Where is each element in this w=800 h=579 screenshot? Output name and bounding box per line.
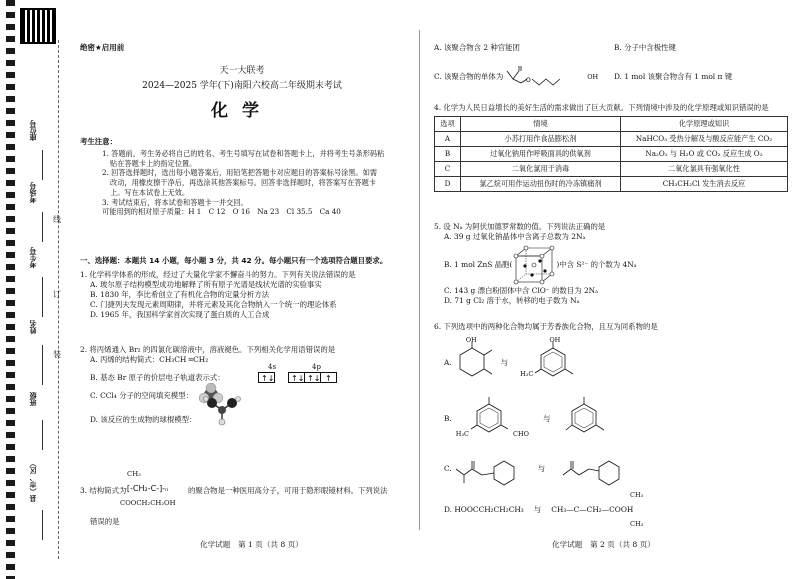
note-line: 上。写在本试卷上无效。: [110, 187, 190, 197]
class-field[interactable]: [42, 420, 43, 450]
option-b: [80, 362, 412, 383]
question-5: [434, 222, 794, 306]
table-cell: Na₂O₂ 与 H₂O 或 CO₂ 反应生成 O₂: [621, 146, 788, 161]
option-b: [434, 244, 794, 286]
question-stem: 6. 下列选项中的两种化合物均属于芳香族化合物，且互为同系物的是: [434, 322, 658, 331]
option-d: D. 1 mol 该聚合物含有 1 mol π 键: [614, 71, 733, 81]
option-b: [434, 390, 796, 448]
page-footer-2: 化学试题 第 2 页（共 8 页）: [552, 540, 655, 549]
table-header: 化学原理或知识: [621, 116, 788, 131]
seat-number-label: 座位号: [28, 120, 37, 141]
table-cell: NaHCO₃ 受热分解及与酸反应能产生 CO₂: [621, 131, 788, 146]
polymer-ester-group: COOCH₂CH₂OH: [120, 499, 176, 507]
option-c-text: C. CCl₄ 分子的空间填充模型：: [90, 390, 193, 400]
question-4: [434, 103, 796, 192]
option-a: A. 丙烯的结构简式：CH₃CH ═CH₂: [90, 354, 209, 364]
ch3-bottom: CH₃: [630, 519, 644, 528]
table-cell: D: [435, 176, 461, 191]
with-word: 与: [537, 463, 546, 473]
cut-word-line: 线: [53, 215, 61, 224]
subject-title: 化学: [211, 101, 273, 121]
svg-text:↑↓: ↑↓: [261, 373, 275, 383]
candidate-number-label: 考生号: [28, 247, 37, 268]
option-c: [434, 448, 796, 490]
svg-text:↑: ↑: [325, 373, 332, 383]
question-stem-end: 错误的是: [90, 517, 120, 526]
table-cell: C: [435, 161, 461, 176]
page-2: [426, 0, 796, 579]
option-c: C. 门捷列夫发现元素周期律，并将元素及其化合物纳入一个统一的理论体系: [90, 299, 337, 309]
exam-organizer: 天一大联考: [219, 66, 265, 76]
orbital-4s-label: 4s: [268, 362, 277, 371]
question-stem: 1. 化学科学体系的形成，经过了大量化学家不懈奋斗的努力。下列有关说法错误的是: [80, 270, 356, 279]
note-line: 1. 答题前，考生务必将自己的姓名、考生号填写在试卷和答题卡上，并将考生号条形码粘: [102, 148, 385, 158]
option-a: [434, 336, 796, 390]
question-stem: 5. 设 Nₐ 为阿伏加德罗常数的值。下列说法正确的是: [434, 222, 606, 231]
timing-marks: [6, 0, 15, 579]
ketone-benzyl-structure-icon: [452, 449, 524, 489]
table-cell: 小苏打用作食品膨松剂: [461, 131, 621, 146]
candidate-number-field[interactable]: [42, 277, 43, 317]
relative-atomic-masses: 可能用到的相对原子质量：H 1 C 12 O 16 Na 23 Cl 35.5 Ca 40: [102, 207, 341, 217]
ch3-top: CH₃: [630, 490, 644, 499]
name-label: 姓名: [28, 320, 37, 334]
seat-number-field[interactable]: [42, 150, 43, 180]
ball-and-stick-model-icon: [202, 393, 242, 427]
option-b: B. 分子中含极性键: [614, 43, 676, 52]
page-divider: [419, 30, 420, 530]
table-row: [435, 161, 788, 176]
county-label: 县（市、区）: [28, 460, 37, 502]
binding-strip: [0, 0, 64, 579]
table-row: [435, 131, 788, 146]
option-b: B. 1830 年，李比希创立了有机化合物的定量分析方法: [90, 289, 270, 299]
table-row: [435, 176, 788, 191]
q4-table: [434, 116, 788, 192]
option-b-text-end: )中含 S²⁻ 的个数为 4Nₐ: [556, 259, 637, 269]
with-word: 与: [500, 357, 509, 367]
monomer-structure-icon: [505, 65, 587, 89]
question-6: [434, 322, 796, 530]
svg-text:↑↓: ↑↓: [291, 373, 305, 383]
question-3: [80, 470, 412, 530]
option-d-label: D. HOOCCH₂CH₂CH₃: [444, 504, 524, 514]
question-3-options: [434, 43, 794, 89]
table-row: [435, 146, 788, 161]
notes-title: 考生注意：: [80, 137, 117, 146]
monomer-oh: OH: [587, 72, 599, 81]
note-line: 改动，用橡皮擦干净后，再选涂其他答案标号。回答非选择题时，将答案写在答题卡: [110, 178, 376, 188]
option-c: [80, 391, 412, 401]
option-a: A. 39 g 过氧化钠晶体中含离子总数为 2Nₐ: [444, 231, 586, 241]
oh-label: OH: [465, 335, 477, 344]
option-b-label: B.: [444, 413, 452, 423]
option-b-text: B. 1 mol ZnS 晶胞(: [444, 259, 513, 269]
table-cell: 氯乙烷可用作运动扭伤时的冷冻镇痛剂: [461, 176, 621, 191]
cyclohexanol-structure-icon: [452, 336, 502, 390]
polymer-chain: -[-CH₂-C-]-ₙ: [124, 484, 169, 493]
question-2: [80, 345, 412, 425]
option-d: [434, 490, 796, 530]
section-heading: 一、选择题：本题共 14 小题，每小题 3 分，共 42 分。每小题只有一个选项符合题目要求。: [80, 256, 388, 265]
table-header: 情境: [461, 116, 621, 131]
class-label: 班级: [28, 392, 37, 406]
county-field[interactable]: [42, 510, 43, 540]
option-c: [434, 65, 614, 89]
dimethylbenzaldehyde-structure-icon: [469, 392, 513, 446]
orbital-diagram-icon: [258, 372, 368, 384]
table-cell: 过氧化钠用作呼吸面具的供氧剂: [461, 146, 621, 161]
table-header-row: [435, 116, 788, 131]
name-field[interactable]: [42, 345, 43, 385]
with-word: 与: [543, 413, 551, 423]
option-a-label: A.: [444, 357, 452, 367]
svg-text:↑↓: ↑↓: [307, 373, 321, 383]
question-1: [80, 270, 412, 320]
note-line: 2. 回答选择题时，选出每小题答案后，用铅笔把答题卡对应题目的答案标号涂黑。如需: [102, 168, 378, 178]
exam-title: 2024—2025 学年(下)南阳六校高二年级期末考试: [142, 81, 342, 91]
option-b-text: B. 基态 Br 原子的价层电子轨道表示式：: [90, 372, 225, 382]
note-line: 3. 考试结束后，将本试卷和答题卡一并交回。: [102, 197, 248, 207]
h3c-label: H₃C: [455, 429, 470, 438]
page-1: [72, 0, 412, 579]
question-stem: 4. 化学为人民日益增长的美好生活的需求做出了巨大贡献。下列情境中涉及的化学原理或知识错误的是: [434, 103, 769, 112]
table-cell: A: [435, 131, 461, 146]
aldehyde-phenyl-structure-icon: [559, 449, 631, 489]
candidate-notes: [80, 137, 410, 217]
h3c-label: H₃C: [520, 369, 534, 378]
option-c: C. 143 g 漂白粉固体中含 ClO⁻ 的数目为 2Nₐ: [444, 285, 598, 295]
qr-code-icon: [20, 8, 56, 44]
zns-unit-cell-icon: [512, 244, 556, 286]
table-cell: CH₃CH₂Cl 发生消去反应: [621, 176, 788, 191]
question-stem: 3. 结构简式为: [80, 486, 127, 495]
option-c-label: C.: [444, 463, 452, 473]
option-a: A. 该聚合物含 2 种官能团: [434, 43, 520, 52]
table-cell: 二氧化氯用于消毒: [461, 161, 621, 176]
oh-label-2: OH: [549, 335, 561, 344]
svg-text:O: O: [526, 76, 531, 84]
trimethylbenzene-structure-icon: [564, 392, 610, 446]
table-cell: 二氧化氯具有强氧化性: [621, 161, 788, 176]
with-word: 与: [533, 504, 542, 514]
option-d: [80, 415, 412, 425]
table-header: 选项: [435, 116, 461, 131]
note-line: 贴在答题卡上的指定位置。: [110, 158, 197, 168]
question-stem: 2. 将丙烯通入 Br₂ 的四氯化碳溶液中，溶液褪色。下列相关化学用语错误的是: [80, 345, 336, 354]
option-d: D. 1965 年，我国科学家首次实现了蛋白质的人工合成: [90, 309, 270, 319]
option-a: A. 玻尔原子结构模型成功地解释了所有原子光谱是线状光谱的实验事实: [90, 279, 322, 289]
option-c-text: C. 该聚合物的单体为: [434, 71, 504, 81]
option-d-right-formula: CH₃—C—CH₂—COOH: [551, 504, 634, 514]
question-stem-cont: 的聚合物是一种医用高分子，可用于隐形眼镜材料。下列说法: [188, 486, 388, 495]
orbital-4p-label: 4p: [312, 362, 321, 371]
option-d-text: D. 该反应的生成物的球棍模型：: [90, 414, 197, 424]
polymer-ch3: CH₃: [127, 470, 141, 478]
cut-word-order: 订: [53, 290, 61, 299]
exam-room-label: 考场号: [28, 182, 37, 203]
page-footer-1: 化学试题 第 1 页（共 8 页）: [200, 540, 303, 549]
cho-label: CHO: [513, 429, 530, 438]
exam-room-field[interactable]: [42, 212, 43, 242]
option-d: D. 71 g Cl₂ 溶于水，转移的电子数为 Nₐ: [444, 295, 580, 305]
secret-mark: 绝密★启用前: [80, 43, 125, 52]
cut-word-bind: 装: [53, 350, 61, 359]
table-cell: B: [435, 146, 461, 161]
